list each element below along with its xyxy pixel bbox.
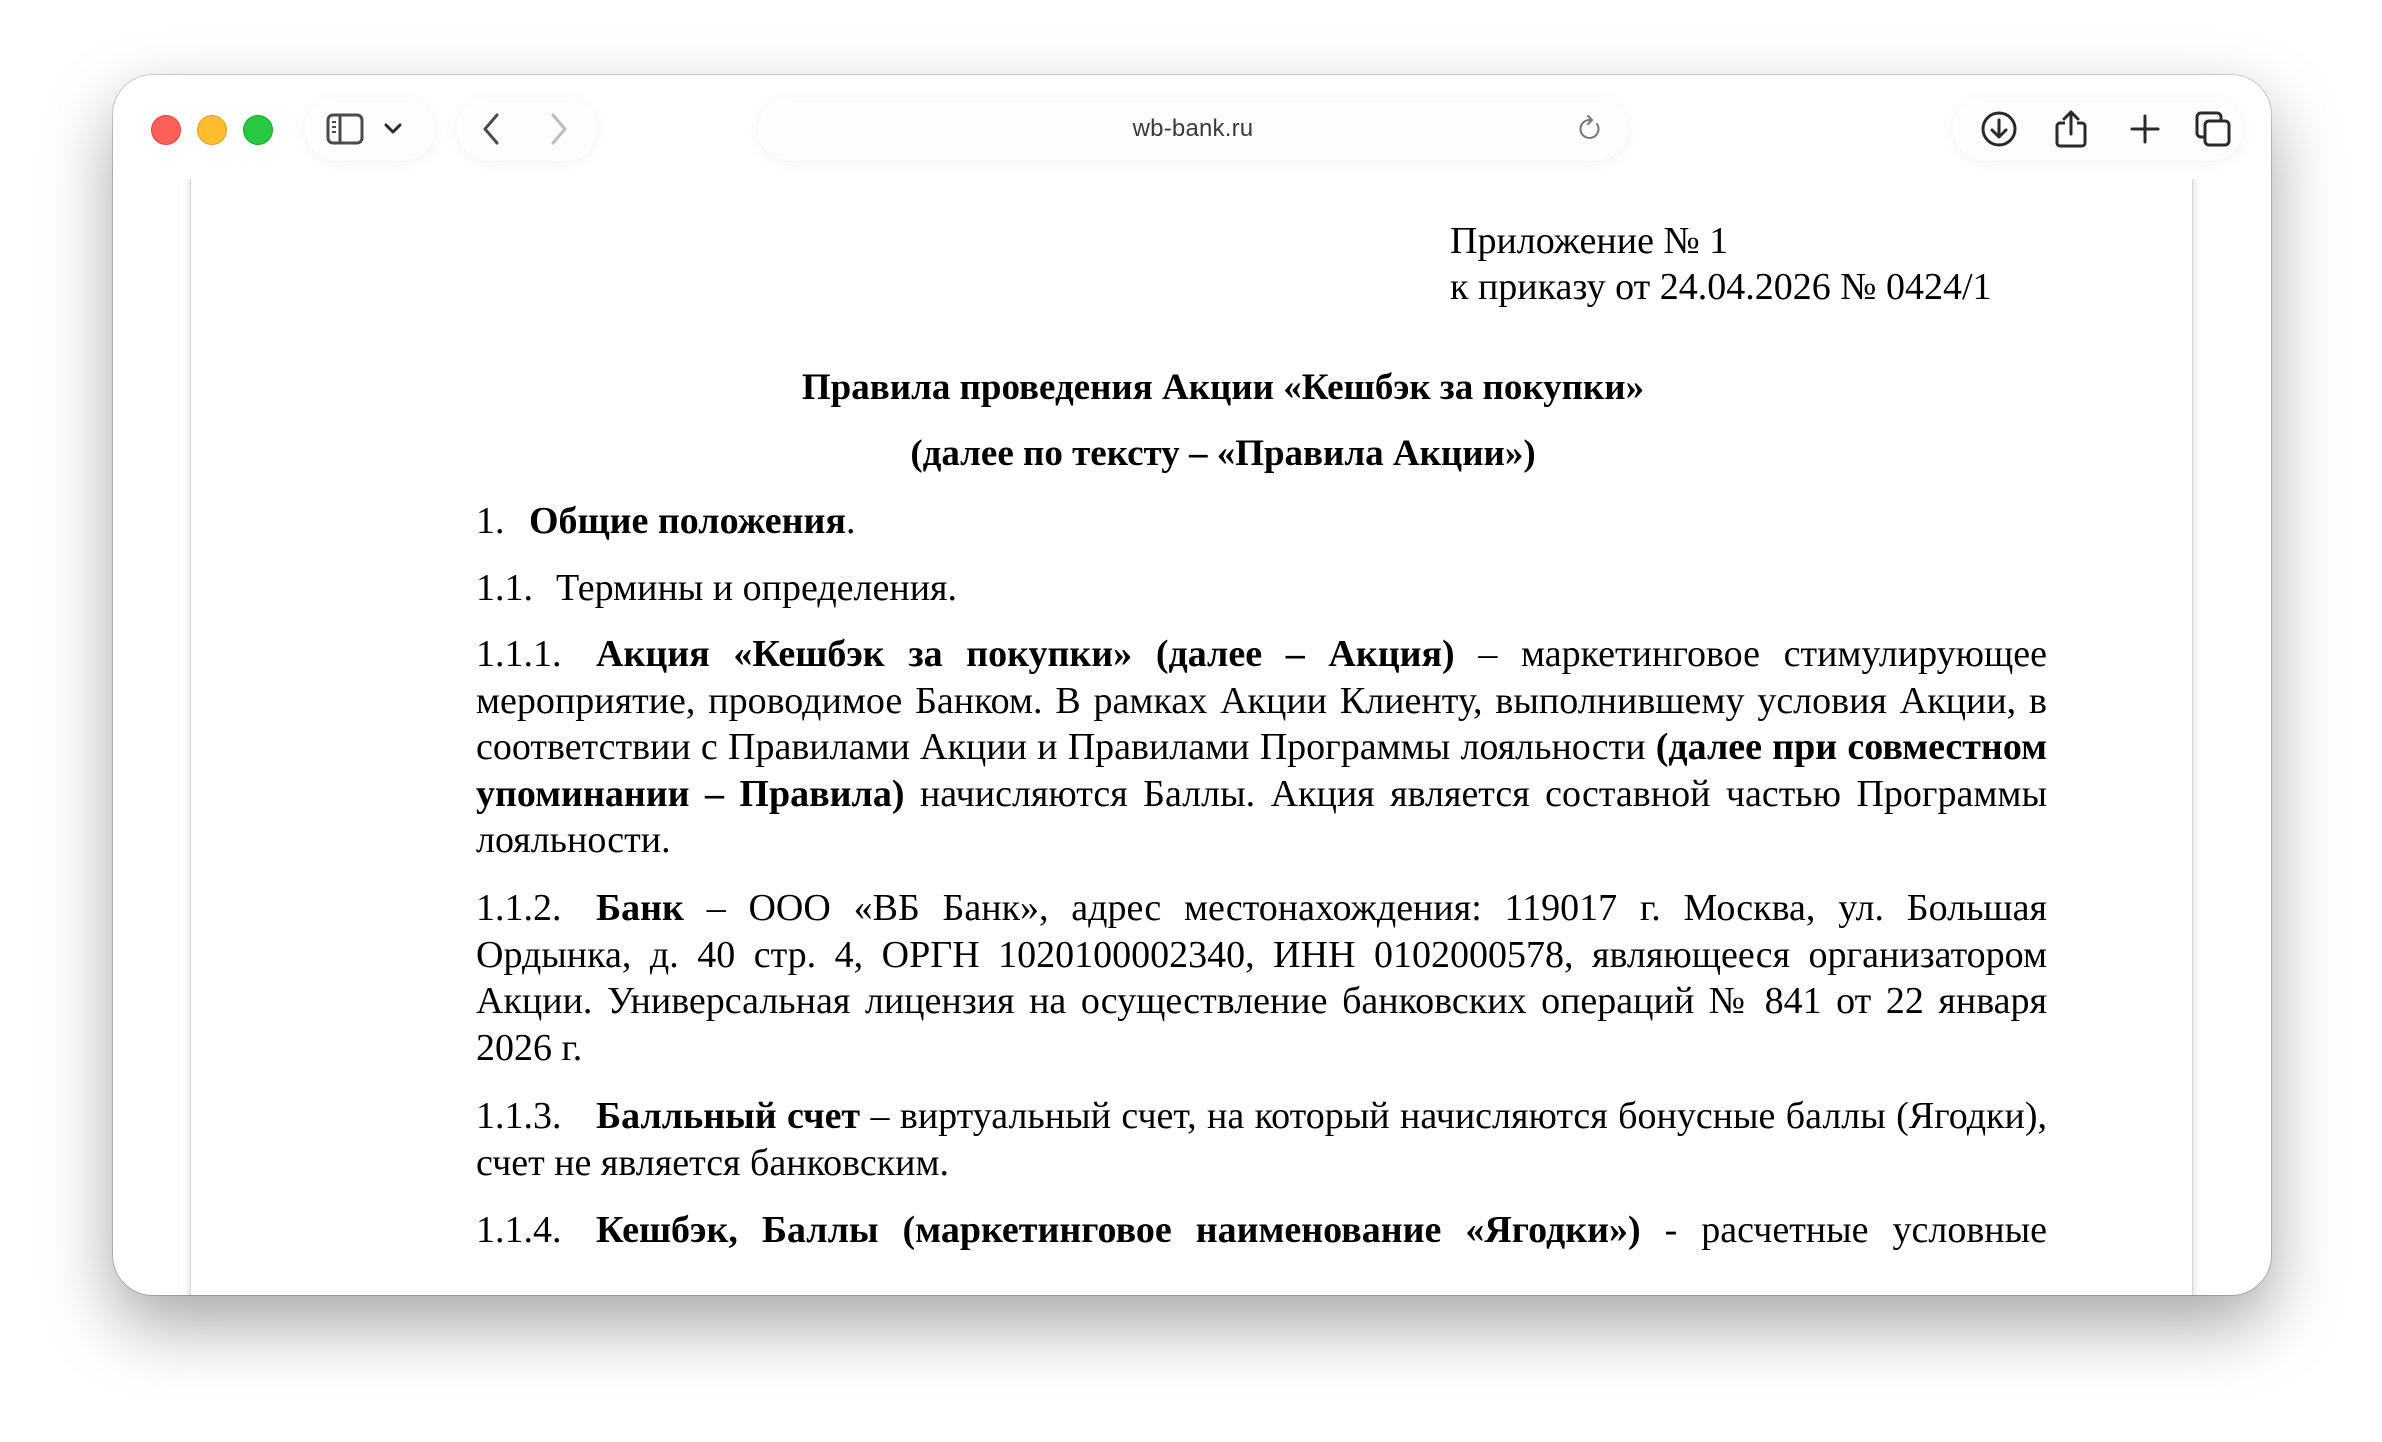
minimize-window-button[interactable] bbox=[197, 115, 227, 145]
plus-icon bbox=[2129, 113, 2161, 145]
section-title: Общие положения bbox=[529, 500, 846, 542]
subsection-heading-1-1 bbox=[476, 565, 2047, 612]
definition-text: – виртуальный счет, на который начисляются бонусные баллы (Ягодки), счет не является банковским. bbox=[476, 1095, 2048, 1184]
close-window-button[interactable] bbox=[151, 115, 181, 145]
item-number: 1.1.4. bbox=[476, 1209, 562, 1251]
term: Балльный счет bbox=[596, 1095, 861, 1137]
item-number: 1.1.2. bbox=[476, 887, 562, 929]
appendix-header bbox=[1450, 218, 1992, 310]
download-icon bbox=[1980, 110, 2018, 148]
subsection-title: Термины и определения. bbox=[556, 567, 958, 609]
tabs-overview-icon bbox=[2194, 110, 2232, 148]
sidebar-controls bbox=[305, 97, 435, 161]
appendix-line-1: Приложение № 1 bbox=[1450, 220, 1729, 262]
definition-text-2: начисляются Баллы. Акция является составной частью Программы лояльности. bbox=[476, 772, 2047, 861]
definition-text: – маркетинговое стимулирующее мероприятие, проводимое Банком. В рамках Акции Клиенту, выполнившему условия Акции, в соответствии с Правилами Акции и Правилами Программы лояльности bbox=[476, 633, 2047, 768]
tab-overview-button[interactable] bbox=[2191, 107, 2235, 151]
forward-button[interactable] bbox=[537, 107, 581, 151]
section-title-tail: . bbox=[845, 500, 856, 542]
term-note: (далее при совместном упоминании – Правила) bbox=[476, 726, 2047, 815]
term: Банк bbox=[596, 887, 684, 929]
document-subtitle: (далее по тексту – «Правила Акции») bbox=[910, 433, 1536, 474]
appendix-line-2: к приказу от 24.04.2026 № 0424/1 bbox=[1450, 266, 1992, 308]
sidebar-menu-button[interactable] bbox=[371, 107, 415, 151]
document-title: Правила проведения Акции «Кешбэк за покупки» bbox=[801, 367, 1645, 408]
definition-1-1-3 bbox=[476, 1093, 2047, 1186]
browser-window bbox=[113, 75, 2271, 1295]
address-bar[interactable] bbox=[758, 97, 1628, 161]
section-number: 1. bbox=[476, 500, 505, 542]
downloads-button[interactable] bbox=[1977, 107, 2021, 151]
item-number: 1.1.1. bbox=[476, 633, 562, 675]
definition-text: - расчетные условные bbox=[1640, 1209, 2047, 1251]
chevron-left-icon bbox=[481, 112, 501, 146]
reload-icon bbox=[1577, 114, 1603, 144]
definition-1-1-2 bbox=[476, 885, 2047, 1071]
sidebar-icon bbox=[326, 113, 364, 145]
reload-button[interactable] bbox=[1568, 107, 1612, 151]
new-tab-button[interactable] bbox=[2123, 107, 2167, 151]
subsection-number: 1.1. bbox=[476, 567, 533, 609]
item-number: 1.1.3. bbox=[476, 1095, 562, 1137]
share-button[interactable] bbox=[2049, 107, 2093, 151]
zoom-window-button[interactable] bbox=[243, 115, 273, 145]
sidebar-toggle-button[interactable] bbox=[323, 107, 367, 151]
section-heading-1 bbox=[476, 498, 2047, 545]
back-button[interactable] bbox=[469, 107, 513, 151]
share-icon bbox=[2054, 109, 2088, 149]
browser-toolbar bbox=[113, 75, 2271, 179]
toolbar-actions bbox=[1953, 97, 2243, 161]
navigation-controls bbox=[457, 97, 597, 161]
definition-1-1-4 bbox=[476, 1207, 2047, 1254]
definition-text: – ООО «ВБ Банк», адрес местонахождения: 119017 г. Москва, ул. Большая Ордынка, д. 40 стр. 4, ОРГН 1020100002340, ИНН 0102000578, являющееся организатором Акции. Универсальная лицензия на осуществление банковских операций № 841 от 22 января 2026 г. bbox=[476, 887, 2047, 1069]
chevron-down-icon bbox=[383, 122, 403, 136]
definition-1-1-1 bbox=[476, 631, 2047, 864]
term: Акция «Кешбэк за покупки» (далее – Акция) bbox=[596, 633, 1455, 675]
chevron-right-icon bbox=[549, 112, 569, 146]
address-text[interactable]: wb-bank.ru bbox=[1132, 115, 1254, 142]
term: Кешбэк, Баллы (маркетинговое наименование «Ягодки») bbox=[596, 1209, 1641, 1251]
